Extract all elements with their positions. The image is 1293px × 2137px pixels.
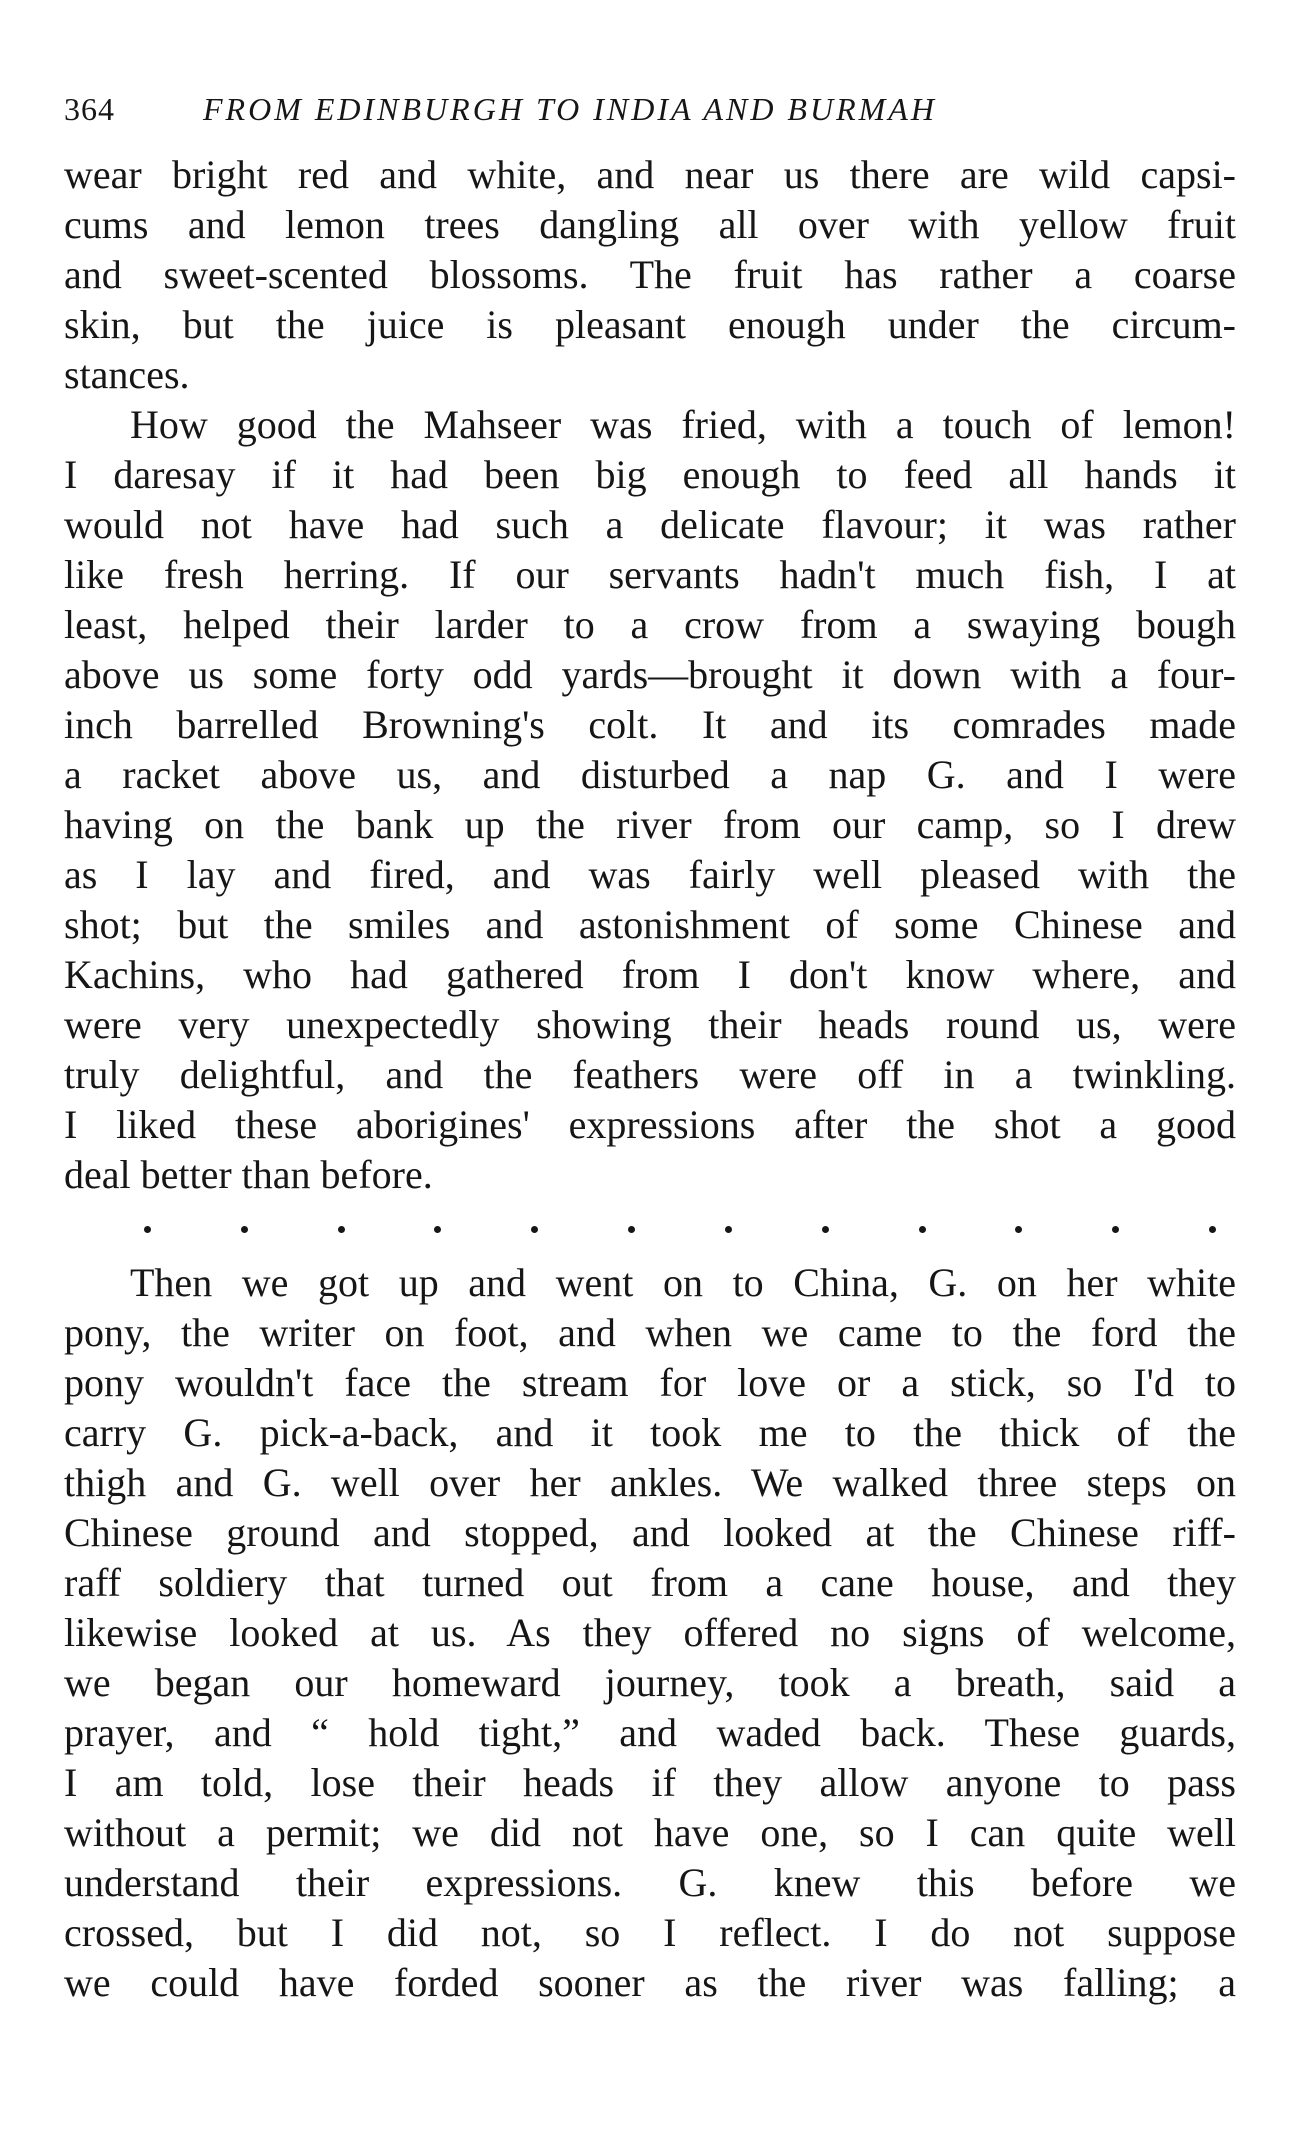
text-line: having on the bank up the river from our camp, so I drew [64, 802, 1236, 847]
text-line: cums and lemon trees dangling all over with yellow fruit [64, 202, 1236, 247]
ornament-dot [1015, 1226, 1022, 1233]
text-line: would not have had such a delicate flavour; it was rather [64, 502, 1236, 547]
ornament-dot [919, 1226, 926, 1233]
ornament-dot [144, 1226, 151, 1233]
ornament-dot [1209, 1226, 1216, 1233]
text-line: thigh and G. well over her ankles. We walked three steps on [64, 1460, 1236, 1505]
text-line: pony wouldn't face the stream for love or a stick, so I'd to [64, 1360, 1236, 1405]
ornament-dot [241, 1226, 248, 1233]
text-line: carry G. pick-a-back, and it took me to the thick of the [64, 1410, 1236, 1455]
text-line: Kachins, who had gathered from I don't know where, and [64, 952, 1236, 997]
paragraph-3 [64, 1258, 1236, 2008]
text-line: prayer, and “ hold tight,” and waded back. These guards, [64, 1710, 1236, 1755]
text-line: shot; but the smiles and astonishment of some Chinese and [64, 902, 1236, 947]
text-line: deal better than before. [64, 1152, 433, 1197]
ornament-dot [628, 1226, 635, 1233]
text-line: crossed, but I did not, so I reflect. I do not suppose [64, 1910, 1236, 1955]
text-line: and sweet-scented blossoms. The fruit has rather a coarse [64, 252, 1236, 297]
text-line: pony, the writer on foot, and when we came to the ford the [64, 1310, 1236, 1355]
running-head [64, 84, 1236, 134]
text-line: stances. [64, 352, 190, 397]
text-line: understand their expressions. G. knew this before we [64, 1860, 1236, 1905]
text-line: likewise looked at us. As they offered no signs of welcome, [64, 1610, 1236, 1655]
paragraph-2 [64, 400, 1236, 1200]
ornament-dot [531, 1226, 538, 1233]
paragraph-1 [64, 150, 1236, 400]
ornament-dot [822, 1226, 829, 1233]
ornament-dot [338, 1226, 345, 1233]
text-line: Then we got up and went on to China, G. on her white [130, 1260, 1236, 1305]
text-line: above us some forty odd yards—brought it down with a four- [64, 652, 1236, 697]
running-title: FROM EDINBURGH TO INDIA AND BURMAH [203, 91, 937, 127]
text-line: Chinese ground and stopped, and looked at the Chinese riff- [64, 1510, 1236, 1555]
page-number: 364 [64, 91, 115, 127]
text-line: a racket above us, and disturbed a nap G. and I were [64, 752, 1236, 797]
text-line: as I lay and fired, and was fairly well pleased with the [64, 852, 1236, 897]
text-line: truly delightful, and the feathers were off in a twinkling. [64, 1052, 1236, 1097]
section-break-dots [64, 1200, 1236, 1258]
text-line: I am told, lose their heads if they allow anyone to pass [64, 1760, 1236, 1805]
text-line: How good the Mahseer was fried, with a touch of lemon! [130, 402, 1236, 447]
text-line: were very unexpectedly showing their heads round us, were [64, 1002, 1236, 1047]
text-line: without a permit; we did not have one, so I can quite well [64, 1810, 1236, 1855]
book-page [64, 84, 1236, 2008]
text-line: skin, but the juice is pleasant enough under the circum- [64, 302, 1236, 347]
text-line: I liked these aborigines' expressions after the shot a good [64, 1102, 1236, 1147]
ornament-dot [1112, 1226, 1119, 1233]
ornament-dot [725, 1226, 732, 1233]
text-line: we began our homeward journey, took a breath, said a [64, 1660, 1236, 1705]
text-line: wear bright red and white, and near us there are wild capsi- [64, 152, 1236, 197]
text-line: like fresh herring. If our servants hadn't much fish, I at [64, 552, 1236, 597]
text-line: I daresay if it had been big enough to feed all hands it [64, 452, 1236, 497]
text-line: least, helped their larder to a crow from a swaying bough [64, 602, 1236, 647]
ornament-dot [434, 1226, 441, 1233]
body-text [64, 150, 1236, 2008]
text-line: inch barrelled Browning's colt. It and its comrades made [64, 702, 1236, 747]
text-line: raff soldiery that turned out from a cane house, and they [64, 1560, 1236, 1605]
text-line: we could have forded sooner as the river was falling; a [64, 1960, 1236, 2005]
